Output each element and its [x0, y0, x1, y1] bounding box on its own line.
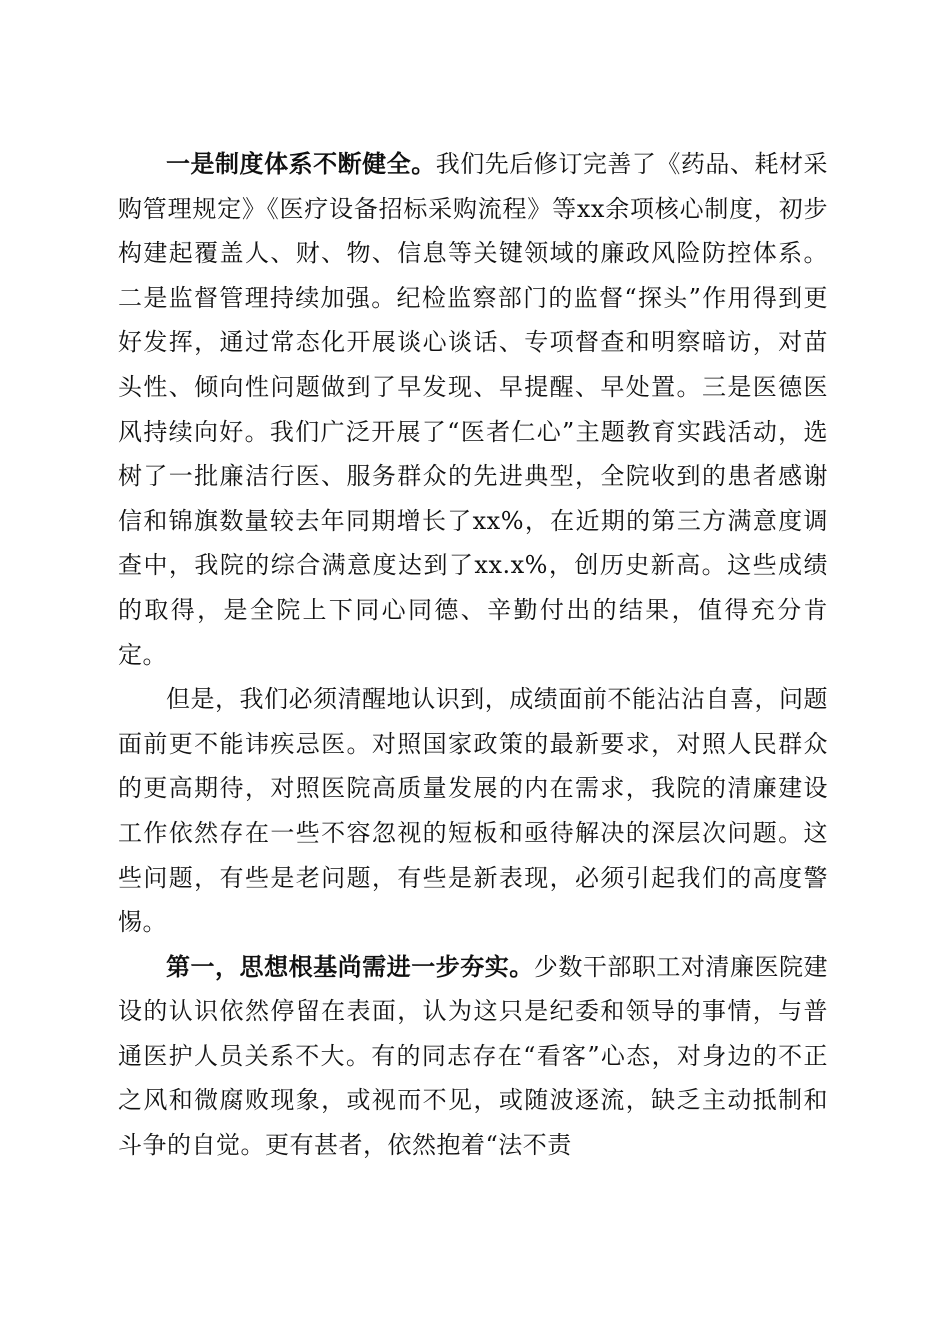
paragraph-lead: 一是制度体系不断健全。: [166, 149, 436, 178]
paragraph-text: 少数干部职工对清廉医院建设的认识依然停留在表面，认为这只是纪委和领导的事情，与普通医护人员关系不大。有的同志存在“看客”心态，对身边的不正之风和微腐败现象，或视而不见，或随波逐流，缺乏主动抵制和斗争的自觉。更有甚者，依然抱着“法不责: [118, 952, 829, 1160]
paragraph-text: 我们先后修订完善了《药品、耗材采购管理规定》《医疗设备招标采购流程》等xx余项核心制度，初步构建起覆盖人、财、物、信息等关键领域的廉政风险防控体系。二是监督管理持续加强。纪检监察部门的监督“探头”作用得到更好发挥，通过常态化开展谈心谈话、专项督查和明察暗访，对苗头性、倾向性问题做到了早发现、早提醒、早处置。三是医德医风持续向好。我们广泛开展了“医者仁心”主题教育实践活动，选树了一批廉洁行医、服务群众的先进典型，全院收到的患者感谢信和锦旗数量较去年同期增长了xx%，在近期的第三方满意度调查中，我院的综合满意度达到了xx.x%，创历史新高。这些成绩的取得，是全院上下同心同德、辛勤付出的结果，值得充分肯定。: [118, 150, 829, 669]
paragraph-achievements: [118, 142, 828, 677]
paragraph-text: 但是，我们必须清醒地认识到，成绩面前不能沾沾自喜，问题面前更不能讳疾忌医。对照国家政策的最新要求，对照人民群众的更高期待，对照医院高质量发展的内在需求，我院的清廉建设工作依然存在一些不容忽视的短板和亟待解决的深层次问题。这些问题，有些是老问题，有些是新表现，必须引起我们的高度警惕。: [118, 685, 828, 937]
paragraph-problems-intro: [118, 677, 828, 945]
document-body: [118, 142, 828, 1168]
paragraph-problem-one: [118, 945, 828, 1168]
paragraph-lead: 第一，思想根基尚需进一步夯实。: [166, 951, 534, 981]
